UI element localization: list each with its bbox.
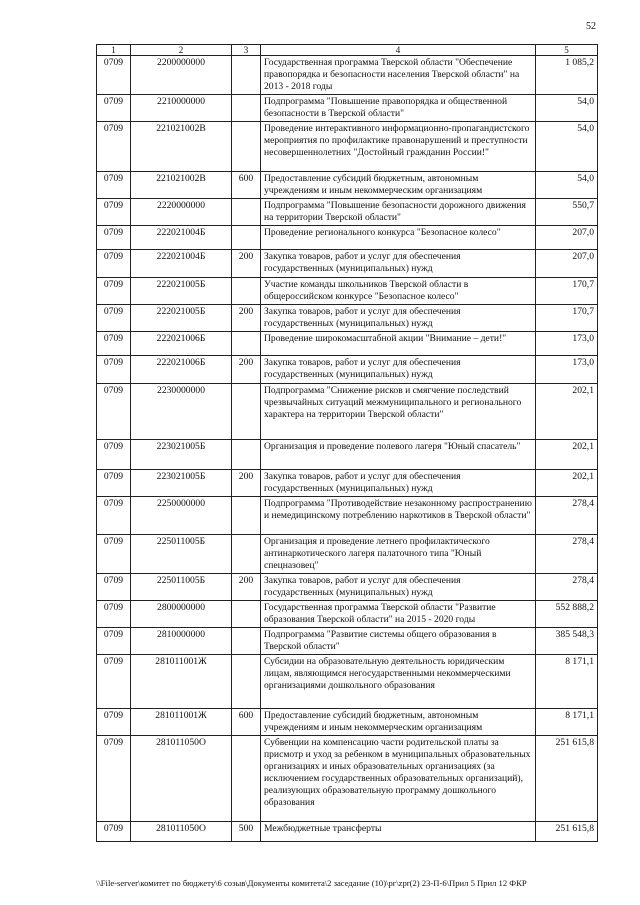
target-article-code: 221021002В <box>131 172 232 199</box>
expense-type-code <box>232 226 261 250</box>
amount-value: 202,1 <box>536 384 598 440</box>
section-code: 0709 <box>97 56 131 95</box>
item-description: Подпрограмма "Повышение безопасности дорожного движения на территории Тверской области" <box>261 199 536 226</box>
section-code: 0709 <box>97 226 131 250</box>
amount-value: 207,0 <box>536 226 598 250</box>
expense-type-code <box>232 601 261 628</box>
item-description: Субвенции на компенсацию части родительской платы за присмотр и уход за ребенком в муниципальных образовательных организациях и иных образовательных организациях (за исключением государственных образовательных организаций), реализующих образовательную программу дошкольного образования <box>261 736 536 822</box>
table-row <box>97 305 598 332</box>
expense-type-code <box>232 384 261 440</box>
item-description: Закупка товаров, работ и услуг для обеспечения государственных (муниципальных) нужд <box>261 250 536 278</box>
section-code: 0709 <box>97 601 131 628</box>
amount-value: 54,0 <box>536 95 598 122</box>
item-description: Предоставление субсидий бюджетным, автономным учреждениям и иным некоммерческим организациям <box>261 172 536 199</box>
target-article-code: 281011001Ж <box>131 709 232 736</box>
item-description: Закупка товаров, работ и услуг для обеспечения государственных (муниципальных) нужд <box>261 305 536 332</box>
amount-value: 202,1 <box>536 440 598 470</box>
table-row <box>97 122 598 172</box>
target-article-code: 222021004Б <box>131 250 232 278</box>
expense-type-code <box>232 122 261 172</box>
amount-value: 550,7 <box>536 199 598 226</box>
amount-value: 552 888,2 <box>536 601 598 628</box>
section-code: 0709 <box>97 250 131 278</box>
budget-table <box>96 44 598 842</box>
amount-value: 278,4 <box>536 574 598 601</box>
section-code: 0709 <box>97 470 131 497</box>
expense-type-code <box>232 56 261 95</box>
table-body <box>97 56 598 842</box>
amount-value: 173,0 <box>536 356 598 384</box>
item-description: Межбюджетные трансферты <box>261 822 536 842</box>
expense-type-code <box>232 332 261 356</box>
item-description: Проведение интерактивного информационно-пропагандистского мероприятия по профилактике правонарушений и преступности несовершеннолетних "Достойный гражданин России!" <box>261 122 536 172</box>
table-row <box>97 655 598 709</box>
target-article-code: 2200000000 <box>131 56 232 95</box>
expense-type-code: 500 <box>232 822 261 842</box>
target-article-code: 2220000000 <box>131 199 232 226</box>
column-header: 1 <box>97 45 131 56</box>
section-code: 0709 <box>97 709 131 736</box>
column-header: 5 <box>536 45 598 56</box>
target-article-code: 2800000000 <box>131 601 232 628</box>
expense-type-code <box>232 95 261 122</box>
section-code: 0709 <box>97 95 131 122</box>
table-row <box>97 628 598 655</box>
target-article-code: 223021005Б <box>131 470 232 497</box>
column-header: 3 <box>232 45 261 56</box>
table-row <box>97 470 598 497</box>
table-row <box>97 497 598 535</box>
amount-value: 278,4 <box>536 497 598 535</box>
expense-type-code: 600 <box>232 172 261 199</box>
expense-type-code <box>232 535 261 574</box>
amount-value: 173,0 <box>536 332 598 356</box>
section-code: 0709 <box>97 440 131 470</box>
item-description: Субсидии на образовательную деятельность юридическим лицам, являющимся негосударственными некоммерческими организациями дошкольного образования <box>261 655 536 709</box>
expense-type-code <box>232 497 261 535</box>
table-row <box>97 601 598 628</box>
table-row <box>97 250 598 278</box>
section-code: 0709 <box>97 574 131 601</box>
target-article-code: 225011005Б <box>131 574 232 601</box>
section-code: 0709 <box>97 199 131 226</box>
section-code: 0709 <box>97 822 131 842</box>
amount-value: 54,0 <box>536 172 598 199</box>
section-code: 0709 <box>97 497 131 535</box>
item-description: Государственная программа Тверской области "Обеспечение правопорядка и безопасности населения Тверской области" на 2013 - 2018 годы <box>261 56 536 95</box>
item-description: Закупка товаров, работ и услуг для обеспечения государственных (муниципальных) нужд <box>261 574 536 601</box>
item-description: Закупка товаров, работ и услуг для обеспечения государственных (муниципальных) нужд <box>261 356 536 384</box>
amount-value: 8 171,1 <box>536 655 598 709</box>
table-row <box>97 332 598 356</box>
table-row <box>97 736 598 822</box>
table-row <box>97 226 598 250</box>
table-row <box>97 574 598 601</box>
amount-value: 54,0 <box>536 122 598 172</box>
section-code: 0709 <box>97 305 131 332</box>
page-number: 52 <box>586 21 596 32</box>
section-code: 0709 <box>97 655 131 709</box>
table-row <box>97 709 598 736</box>
amount-value: 385 548,3 <box>536 628 598 655</box>
file-path-footer: \\File-server\комитет по бюджету\6 созыв\Документы комитета\2 заседание (10)\рг\zpr(2) 23-П-6\Прил 5 Прил 12 ФКР <box>96 878 527 888</box>
target-article-code: 281011050О <box>131 822 232 842</box>
amount-value: 1 085,2 <box>536 56 598 95</box>
item-description: Подпрограмма "Противодействие незаконному распространению и немедицинскому потреблению наркотиков в Тверской области" <box>261 497 536 535</box>
table-row <box>97 384 598 440</box>
target-article-code: 222021004Б <box>131 226 232 250</box>
table-row <box>97 356 598 384</box>
item-description: Подпрограмма "Повышение правопорядка и общественной безопасности в Тверской области" <box>261 95 536 122</box>
amount-value: 8 171,1 <box>536 709 598 736</box>
target-article-code: 222021006Б <box>131 332 232 356</box>
target-article-code: 222021005Б <box>131 278 232 305</box>
section-code: 0709 <box>97 736 131 822</box>
section-code: 0709 <box>97 172 131 199</box>
section-code: 0709 <box>97 384 131 440</box>
expense-type-code: 200 <box>232 250 261 278</box>
expense-type-code <box>232 655 261 709</box>
target-article-code: 281011050О <box>131 736 232 822</box>
target-article-code: 2810000000 <box>131 628 232 655</box>
table-row <box>97 56 598 95</box>
item-description: Государственная программа Тверской области "Развитие образования Тверской области" на 2015 - 2020 годы <box>261 601 536 628</box>
section-code: 0709 <box>97 332 131 356</box>
target-article-code: 2210000000 <box>131 95 232 122</box>
section-code: 0709 <box>97 535 131 574</box>
amount-value: 170,7 <box>536 278 598 305</box>
item-description: Закупка товаров, работ и услуг для обеспечения государственных (муниципальных) нужд <box>261 470 536 497</box>
section-code: 0709 <box>97 628 131 655</box>
expense-type-code <box>232 440 261 470</box>
item-description: Организация и проведение летнего профилактического антинаркотического лагеря палаточного типа "Юный спецназовец" <box>261 535 536 574</box>
target-article-code: 281011001Ж <box>131 655 232 709</box>
item-description: Подпрограмма "Снижение рисков и смягчение последствий чрезвычайных ситуаций межмуниципального и регионального характера на территории Тверской области" <box>261 384 536 440</box>
target-article-code: 2250000000 <box>131 497 232 535</box>
expense-type-code: 200 <box>232 305 261 332</box>
table-row <box>97 199 598 226</box>
expense-type-code <box>232 278 261 305</box>
target-article-code: 222021006Б <box>131 356 232 384</box>
target-article-code: 223021005Б <box>131 440 232 470</box>
item-description: Организация и проведение полевого лагеря "Юный спасатель" <box>261 440 536 470</box>
expense-type-code: 200 <box>232 470 261 497</box>
amount-value: 251 615,8 <box>536 822 598 842</box>
item-description: Участие команды школьников Тверской области в общероссийском конкурсе "Безопасное колесо" <box>261 278 536 305</box>
table-header-row <box>97 45 598 56</box>
item-description: Проведение регионального конкурса "Безопасное колесо" <box>261 226 536 250</box>
amount-value: 202,1 <box>536 470 598 497</box>
section-code: 0709 <box>97 122 131 172</box>
target-article-code: 221021002В <box>131 122 232 172</box>
expense-type-code: 200 <box>232 356 261 384</box>
item-description: Проведение широкомасштабной акции "Внимание – дети!" <box>261 332 536 356</box>
target-article-code: 222021005Б <box>131 305 232 332</box>
section-code: 0709 <box>97 278 131 305</box>
expense-type-code <box>232 736 261 822</box>
target-article-code: 2230000000 <box>131 384 232 440</box>
target-article-code: 225011005Б <box>131 535 232 574</box>
expense-type-code: 600 <box>232 709 261 736</box>
item-description: Предоставление субсидий бюджетным, автономным учреждениям и иным некоммерческим организациям <box>261 709 536 736</box>
amount-value: 207,0 <box>536 250 598 278</box>
column-header: 2 <box>131 45 232 56</box>
item-description: Подпрограмма "Развитие системы общего образования в Тверской области" <box>261 628 536 655</box>
table-row <box>97 822 598 842</box>
table-row <box>97 95 598 122</box>
expense-type-code <box>232 628 261 655</box>
amount-value: 170,7 <box>536 305 598 332</box>
table-row <box>97 172 598 199</box>
amount-value: 278,4 <box>536 535 598 574</box>
expense-type-code: 200 <box>232 574 261 601</box>
column-header: 4 <box>261 45 536 56</box>
table-row <box>97 278 598 305</box>
table-row <box>97 535 598 574</box>
section-code: 0709 <box>97 356 131 384</box>
table-row <box>97 440 598 470</box>
expense-type-code <box>232 199 261 226</box>
amount-value: 251 615,8 <box>536 736 598 822</box>
